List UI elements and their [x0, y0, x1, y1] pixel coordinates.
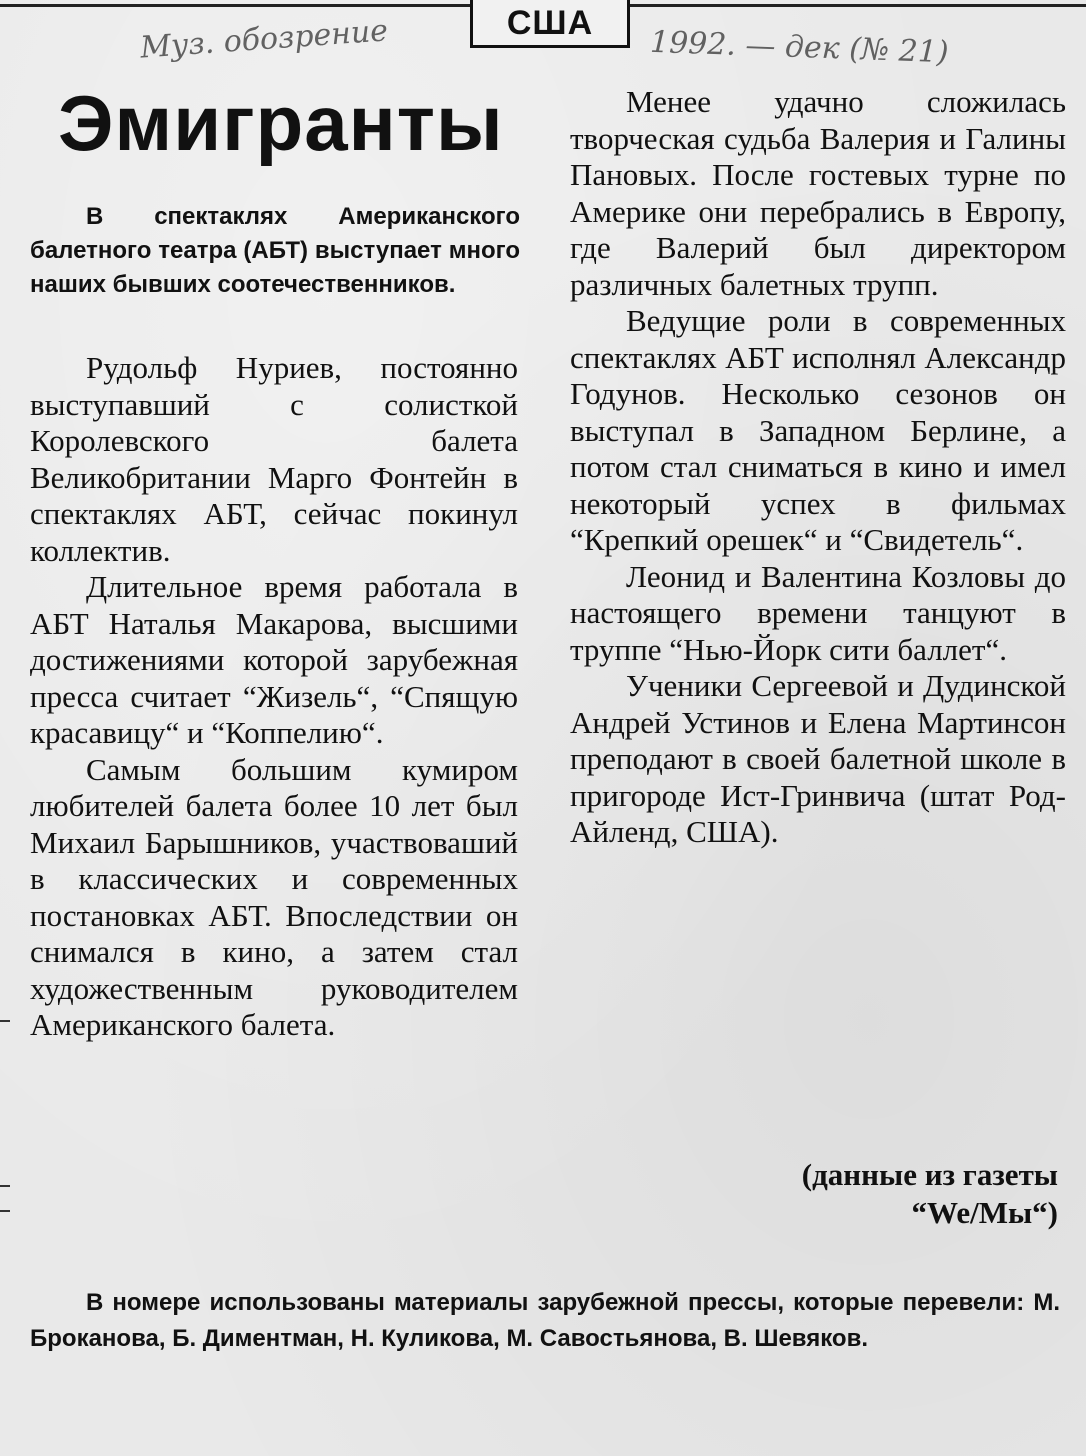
edge-mark [0, 1020, 10, 1022]
edge-mark [0, 1185, 10, 1187]
paragraph-panov: Менее удачно сложилась творческая судьба Валерия и Галины Пановых. После гостевых турне по Америке они перебрались в Европу, где Валерий был директором различных балетных трупп. [570, 84, 1066, 302]
rubric-box [470, 0, 630, 48]
paragraph-nureyev: Рудольф Нуриев, постоянно выступавший с солисткой Королевского балета Великобритании Марго Фонтейн в спектаклях АБТ, сейчас покинул коллектив. [30, 350, 518, 568]
article-headline: Эмигранты [58, 79, 504, 167]
right-column [570, 84, 1066, 851]
source-note [570, 1156, 1058, 1232]
left-column [30, 350, 518, 1044]
translators-credits: В номере использованы материалы зарубежной прессы, которые перевели: М. Броканова, Б. Диментман, Н. Куликова, М. Савостьянова, В. Шевяков. [30, 1289, 1060, 1352]
source-line-1: (данные из газеты [801, 1157, 1058, 1192]
source-line-2: “We/Мы“) [911, 1195, 1058, 1230]
edge-mark [0, 1210, 10, 1212]
paragraph-ustinov: Ученики Сергеевой и Дудинской Андрей Устинов и Елена Мартинсон преподают в своей балетной школе в пригороде Ист-Гринвича (штат Род-Айленд, США). [570, 668, 1066, 849]
paragraph-kozlov: Леонид и Валентина Козловы до настоящего времени танцуют в труппе “Нью-Йорк сити баллет“. [570, 558, 1066, 667]
paragraph-makarova: Длительное время работала в АБТ Наталья Макарова, высшими достижениями которой зарубежная пресса считает “Жизель“, “Спящую красавицу“ и “Коппелию“. [30, 569, 518, 750]
article-lead: В спектаклях Американского балетного театра (АБТ) выступает много наших бывших соотечественников. [30, 203, 520, 298]
paragraph-baryshnikov: Самым большим кумиром любителей балета более 10 лет был Михаил Барышников, участвоваший в классических и современных постановках АБТ. Впоследствии он снимался в кино, а затем стал художественным руководителем Американского балета. [30, 751, 518, 1042]
handwritten-note-source: Муз. обозрение [139, 13, 390, 66]
handwritten-note-date: 1992. — дек (№ 21) [649, 24, 950, 71]
rubric-label: США [506, 4, 594, 42]
paragraph-godunov: Ведущие роли в современных спектаклях АБТ исполнял Александр Годунов. Несколько сезонов он выступал в Западном Берлине, а потом стал сниматься в кино и имел некоторый успех в фильмах “Крепкий орешек“ и “Свидетель“. [570, 303, 1066, 557]
